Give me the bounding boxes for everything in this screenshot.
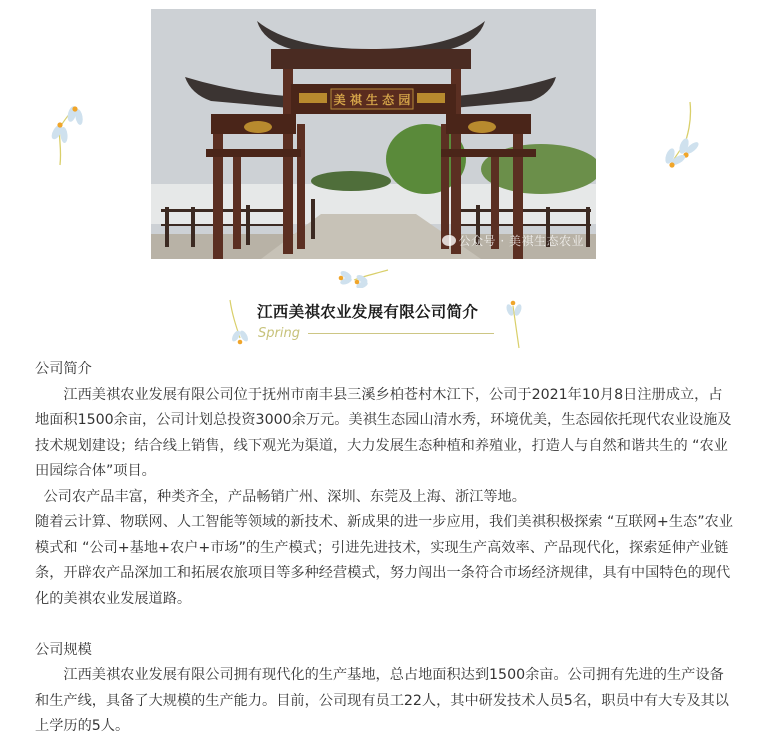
section-title-block <box>222 262 532 350</box>
daisy-flower-icon <box>226 298 250 346</box>
title-divider <box>308 333 494 334</box>
hero-section <box>0 0 770 262</box>
daisy-flower-icon <box>332 266 392 288</box>
daisy-flower-icon <box>505 298 529 350</box>
intro-paragraph-3: 随着云计算、物联网、人工智能等领域的新技术、新成果的进一步应用，我们美祺积极探索 “互联网+生态”农业模式和 “公司+基地+农户+市场”的生产模式；引进先进技术，实现生产高效率、产品现代化，探索延伸产业链条，开辟农产品深加工和拓展农旅项目等多种经营模式，努力闯出一条符合市场经济规律，具有中国特色的现代化的美祺农业发展道路。 <box>35 514 733 607</box>
gate-illustration <box>151 9 596 259</box>
intro-paragraph-1: 江西美祺农业发展有限公司位于抚州市南丰县三溪乡柏苍村木江下，公司于2021年10月8日注册成立，占地面积1500余亩，公司计划总投资3000余万元。美祺生态园山清水秀，环境优美，生态园依托现代农业设施及技术规划建设；结合线上销售，线下观光为渠道，大力发展生态种植和养殖业，打造人与自然和谐共生的 “农业田园综合体”项目。 <box>35 386 732 479</box>
daisy-flower-icon <box>48 97 88 169</box>
section-heading-intro: 公司简介 <box>35 361 92 377</box>
hero-photo <box>151 9 596 259</box>
scale-paragraph-1: 江西美祺农业发展有限公司拥有现代化的生产基地，总占地面积达到1500余亩。公司拥有先进的生产设备和生产线，具备了大规模的生产能力。目前，公司现有员工22人，其中研发技术人员5名，职员中有大专及其以上学历的5人。 <box>35 667 729 734</box>
intro-paragraph-2: 公司农产品丰富，种类齐全，产品畅销广州、深圳、东莞及上海、浙江等地。 <box>43 488 526 505</box>
watermark: 公众号 · 美祺生态农业 <box>442 232 584 249</box>
title-subtitle: Spring <box>258 326 300 341</box>
wechat-icon <box>442 235 456 246</box>
section-heading-scale: 公司规模 <box>35 641 92 658</box>
gate-plaque-text: 美 祺 生 态 园 <box>333 93 411 107</box>
page-title: 江西美祺农业发展有限公司简介 <box>257 303 479 321</box>
section-spacer <box>35 612 735 638</box>
article-body <box>35 357 735 740</box>
title-subtitle-row <box>258 326 494 341</box>
daisy-flower-icon <box>660 100 700 172</box>
